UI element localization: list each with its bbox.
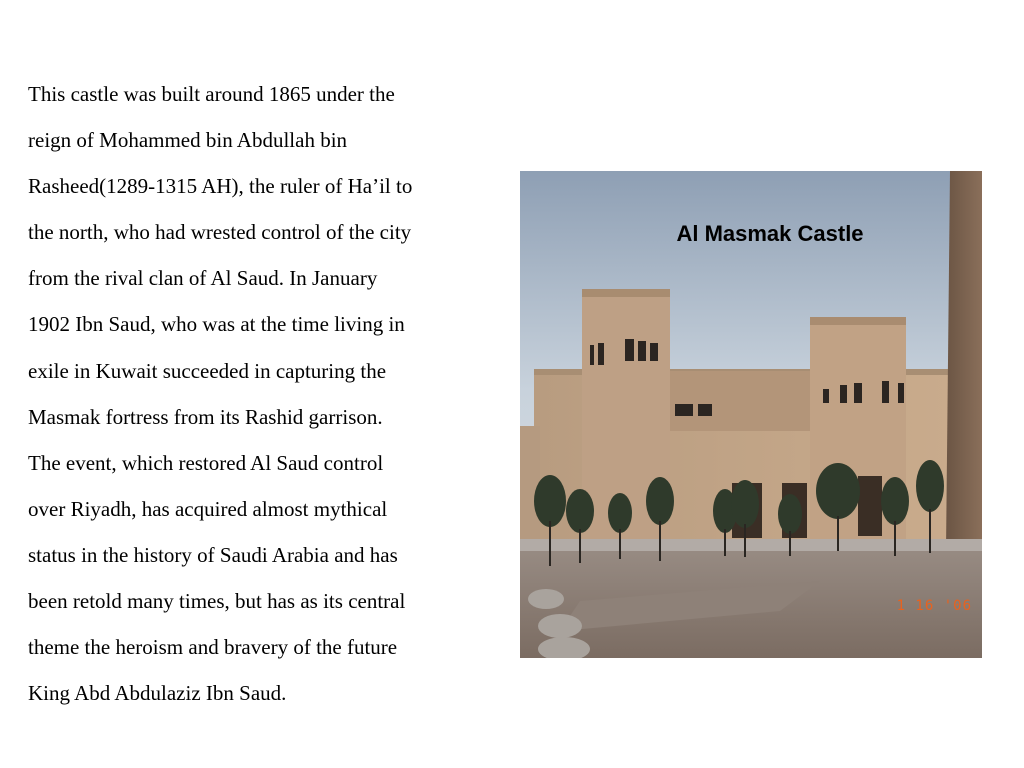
history-paragraph [28,71,508,716]
paragraph-line-14: King Abd Abdulaziz Ibn Saud. [28,681,287,706]
paragraph-line-11: status in the history of Saudi Arabia and has [28,542,398,567]
paragraph-line-3: Rasheed(1289-1315 AH), the ruler of Ha’il to [28,174,413,199]
paragraph-line-9: The event, which restored Al Saud control [28,450,384,475]
paragraph-line-6: 1902 Ibn Saud, who was at the time living in [28,312,405,337]
paragraph-line-13: theme the heroism and bravery of the future [28,635,398,660]
paragraph-line-8: Masmak fortress from its Rashid garrison. [28,404,383,429]
paragraph-line-2: reign of Mohammed bin Abdullah bin [28,128,348,153]
paragraph-line-4: the north, who had wrested control of the city [28,220,412,245]
paragraph-line-5: from the rival clan of Al Saud. In January [28,266,378,291]
paragraph-line-7: exile in Kuwait succeeded in capturing the [28,358,387,383]
paragraph-line-1: This castle was built around 1865 under the [28,82,395,106]
castle-photo [520,171,982,658]
photo-title: Al Masmak Castle [676,221,864,246]
paragraph-line-10: over Riyadh, has acquired almost mythical [28,496,388,521]
photo-date-stamp: 1 16 '06 [896,598,972,614]
paragraph-line-12: been retold many times, but has as its central [28,589,406,614]
